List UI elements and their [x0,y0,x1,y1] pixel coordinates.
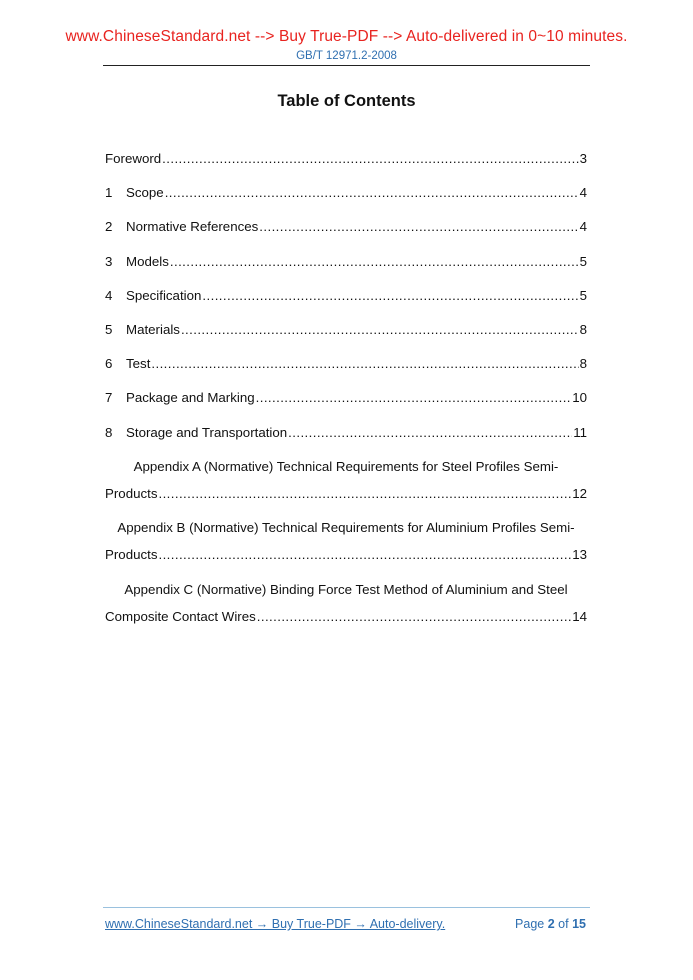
footer-divider [103,907,590,908]
toc-entry-text: Products [105,486,158,501]
toc-page-number: 4 [579,185,587,200]
footer-link[interactable]: www.ChineseStandard.net → Buy True-PDF → Auto-delivery. [105,917,446,931]
toc-dot-leader [162,151,578,167]
standard-code: GB/T 12971.2-2008 [296,50,397,62]
toc-appendix-b-line1[interactable]: Appendix B (Normative) Technical Requirements for Aluminium Profiles Semi- [117,520,575,535]
toc-appendix-a-line1[interactable]: Appendix A (Normative) Technical Requirements for Steel Profiles Semi- [133,459,559,474]
toc-entry-specification[interactable] [105,288,587,304]
toc-dot-leader [158,547,571,563]
toc-page-number: 4 [579,219,587,234]
toc-entry-foreword[interactable] [105,151,587,167]
toc-entry-test[interactable] [105,356,587,372]
toc-dot-leader [257,609,571,625]
toc-appendix-c-line1[interactable]: Appendix C (Normative) Binding Force Test Method of Aluminium and Steel [124,582,568,597]
toc-dot-leader [165,185,579,201]
toc-entry-materials[interactable] [105,322,587,338]
toc-title: Table of Contents [277,92,416,110]
toc-entry-storage-transportation[interactable] [105,425,587,441]
toc-entry-text: Composite Contact Wires [105,609,256,624]
toc-entry-number: 4 [105,288,113,303]
toc-page-number: 5 [579,288,587,303]
toc-page-number: 14 [572,609,587,624]
toc-dot-leader [170,254,579,270]
toc-page-number: 8 [579,356,587,371]
toc-dot-leader [202,288,578,304]
toc-dot-leader [158,486,571,502]
toc-entry-text: Scope [126,185,164,200]
toc-dot-leader [256,390,572,406]
toc-page-number: 11 [573,425,587,440]
toc-appendix-b-line2[interactable] [105,547,587,563]
toc-dot-leader [259,219,578,235]
toc-page-number: 13 [572,547,587,562]
toc-entry-normative-references[interactable] [105,219,587,235]
toc-appendix-a-line2[interactable] [105,486,587,502]
toc-entry-text: Products [105,547,158,562]
toc-entry-text: Models [126,254,169,269]
toc-entry-number: 1 [105,185,113,200]
toc-entry-text: Materials [126,322,180,337]
toc-page-number: 12 [572,486,587,501]
toc-entry-number: 2 [105,219,113,234]
header-banner[interactable]: www.ChineseStandard.net --> Buy True-PDF --> Auto-delivered in 0~10 minutes. [65,28,628,45]
toc-entry-scope[interactable] [105,185,587,201]
toc-page-number: 5 [579,254,587,269]
total-pages-number: 15 [572,917,586,931]
toc-entry-number: 8 [105,425,113,440]
toc-dot-leader [151,356,578,372]
page-indicator [515,917,586,931]
toc-entry-number: 5 [105,322,113,337]
toc-entry-models[interactable] [105,254,587,270]
toc-entry-text: Test [126,356,151,371]
toc-entry-text: Storage and Transportation [126,425,288,440]
toc-page-number: 10 [572,390,587,405]
page-label: Page [515,917,545,931]
header-divider [103,65,590,66]
toc-page-number: 8 [579,322,587,337]
toc-entry-package-marking[interactable] [105,390,587,406]
toc-entry-text: Specification [126,288,202,303]
page-of-label: of [558,917,569,931]
toc-entry-number: 7 [105,390,113,405]
current-page-number: 2 [547,917,555,931]
toc-entry-text: Normative References [126,219,259,234]
toc-page-number: 3 [579,151,587,166]
toc-appendix-c-line2[interactable] [105,609,587,625]
toc-entry-text: Package and Marking [126,390,255,405]
toc-entry-number: 6 [105,356,113,371]
toc-dot-leader [181,322,579,338]
toc-entry-number: 3 [105,254,113,269]
toc-entry-text: Foreword [105,151,162,166]
toc-dot-leader [288,425,572,441]
